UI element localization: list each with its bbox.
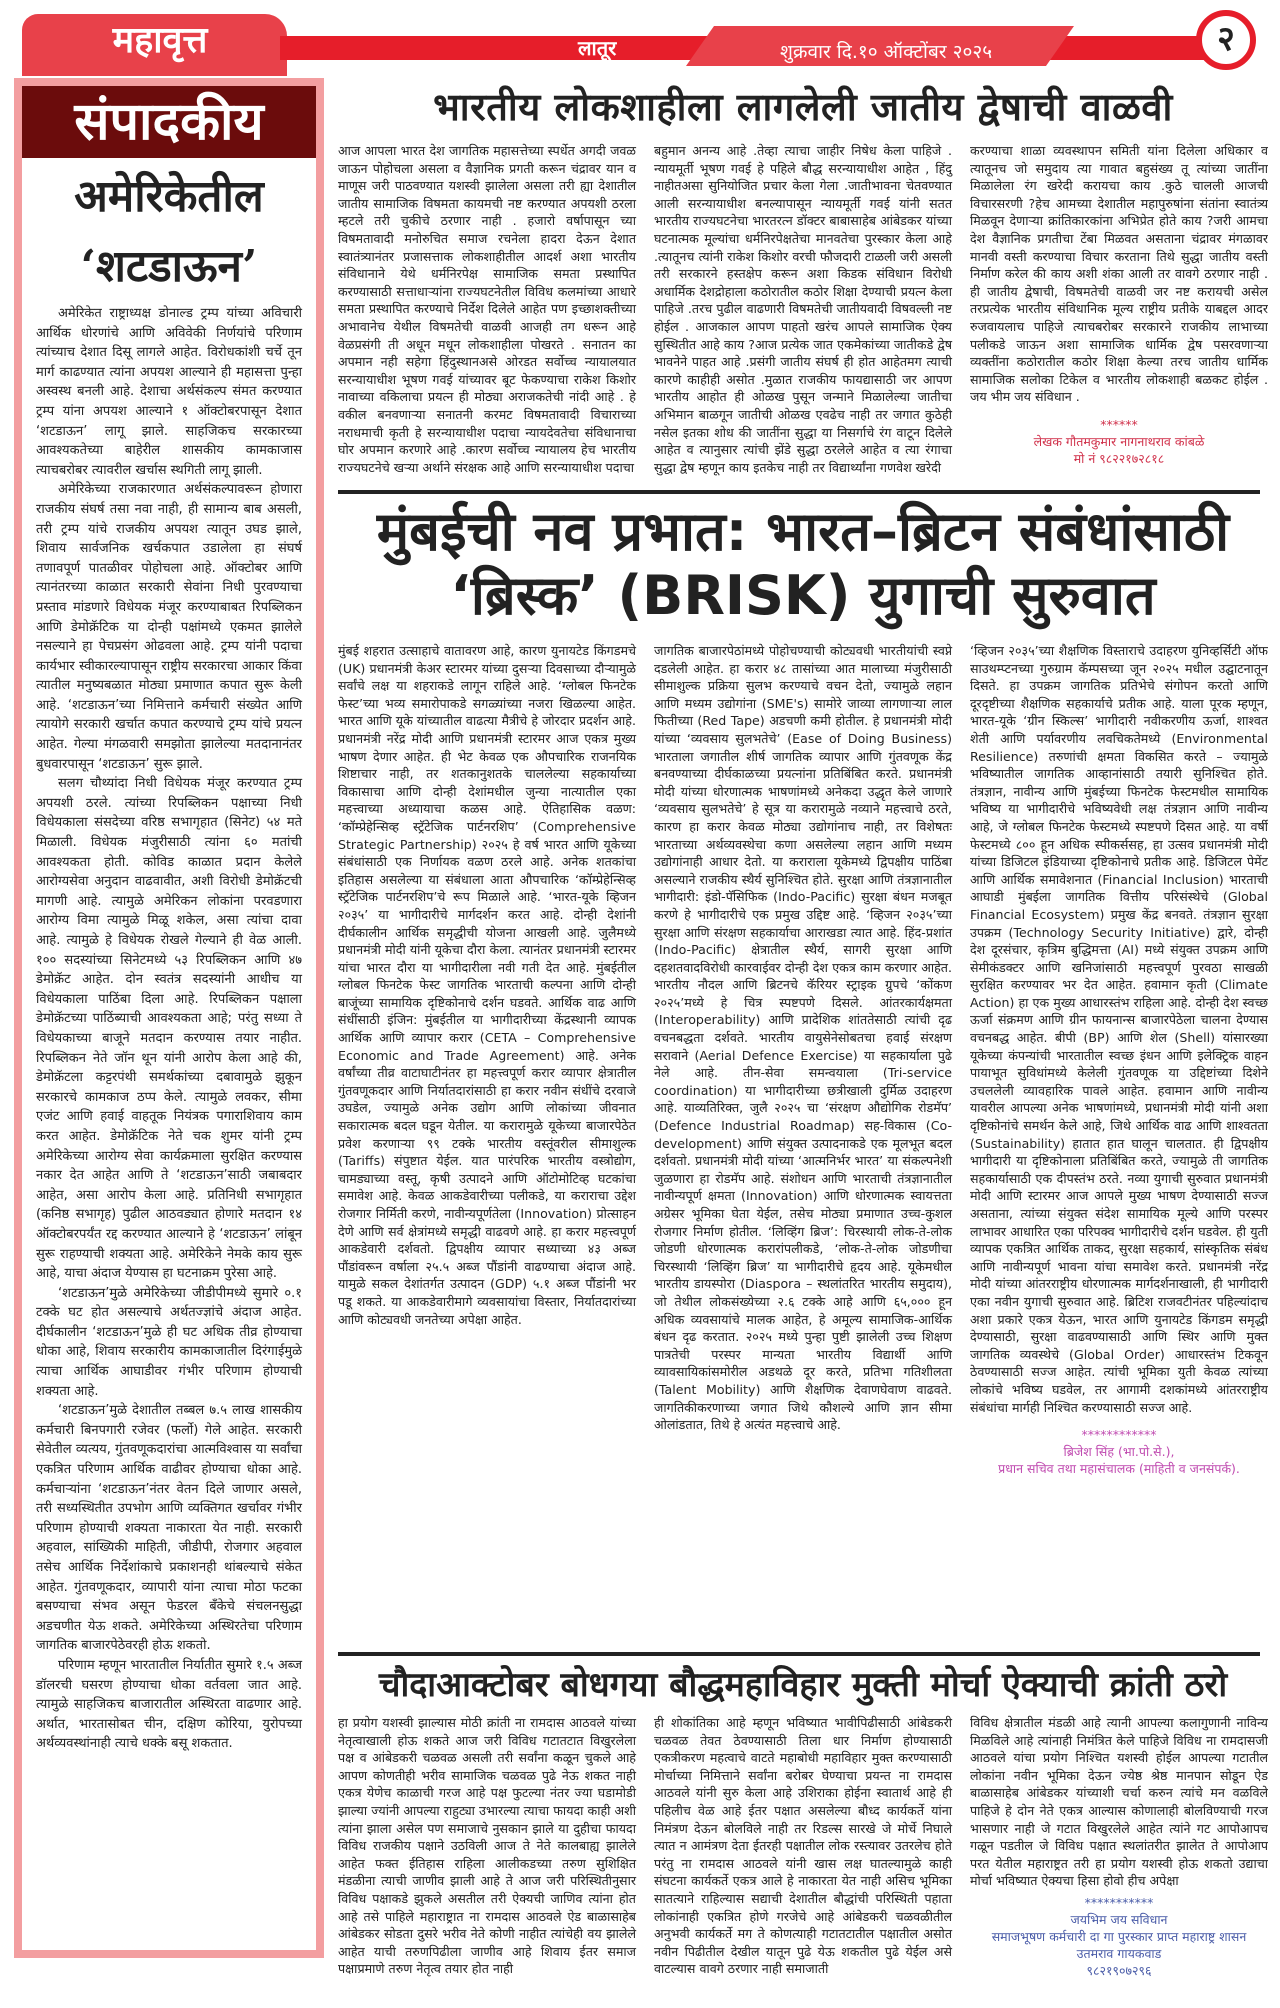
editorial-title-line2: ‘शटडाऊन’	[80, 241, 258, 292]
byline-author: उतमराव गायकवाड	[1076, 1945, 1162, 1961]
byline-author: ब्रिजेश सिंह (भा.पो.से.),	[1063, 1444, 1175, 1460]
section-divider	[338, 490, 1260, 494]
byline-stars: ************	[1081, 1427, 1157, 1443]
byline-award: समाजभूषण कर्मचारी दा गा पुरस्कार प्राप्त महाराष्ट्र शासन	[991, 1928, 1247, 1944]
article3-byline	[970, 1894, 1268, 1979]
article1-column: बहुमान अनन्य आहे .तेव्हा त्याचा जाहीर निषेध केला पाहिजे . न्यायमूर्ती भूषण गवई हे पहिले बौद्ध सरन्यायाधीश आहेत , हिंदु नाहीतअसा सुनियोजित प्रचार केला गेला .जातीभावना चेतवण्यात आली सरन्यायाधीश बनल्यापासून न्यायमूर्ती गवई यांनी सतत भारतीय राज्यघटनेचा भारतरत्न डॉक्टर बाबासाहेब आंबेडकर यांच्या घटनात्मक मूल्यांचा धर्मनिरपेक्षतेचा मानवतेचा पुरस्कार केला आहे .त्यातूनच त्यांनी राकेश किशोर वरची फौजदारी टाळली जरी असली तरी सरकारने हस्तक्षेप करून अशा किडक संविधान विरोधी अधार्मिक देशद्रोहाला कठोरातील कठोर शिक्षा देण्याची प्रयत्न केला पाहिजे .तरच पुढील वाढणारी विषमतेची जातीयवादी विषवल्ली नष्ट होईल . आजकाल आपण पाहतो खरंच आपले सामाजिक ऐक्य सुस्थितीत आहे काय ?आज प्रत्येक जात एकमेकांच्या जातीकडे द्वेष भावनेने पाहत आहे .प्रसंगी जातीय संघर्ष ही होत आहेतमग त्याची कारणे काहीही असोत .मुळात राजकीय फायद्यासाठी जर आपण भारतीय आहोत ही ओळख पुसून जन्माने मिळालेल्या जातीचा अभिमान बाळगून जातीची ओळख एवढेच नाही तर जगात कुठेही नसेल इतका शोध की जातींना सुद्धा या निसर्गाचे रंग वाटून दिलेले आहेत व त्यानुसार त्यांची झेंडे सुद्धा ठरलेले आहेत व त्या रंगाचा सुद्धा द्वेष म्हणून काय इतकेच नाही तर विद्यार्थ्यांना गणवेश खरेदी	[654, 143, 952, 475]
editorial-paragraph: अमेरिकेत राष्ट्राध्यक्ष डोनाल्ड ट्रम्प यांच्या अविचारी आर्थिक धोरणांचे आणि अविवेकी निर्णयांचे परिणाम त्यांच्याच देशात दिसू लागले आहेत. विरोधकांशी चर्चे तून मार्ग काढण्यात त्यांना अपयश आल्याने ही महासत्ता पुन्हा अस्वस्थ बनली आहे. देशाचा अर्थसंकल्प संमत करण्यात ट्रम्प यांना अपयश आल्याने १ ऑक्टोबरपासून देशात ‘शटडाऊन’ लागू झाले. साहजिकच सरकारच्या आवश्यकतेच्या बाहेरील शासकीय कामकाजास त्याचबरोबर त्यावरील खर्चास स्थगिती लागू झाली.	[36, 306, 302, 478]
article-bodhgaya-march	[338, 1660, 1268, 2008]
article-brisk	[338, 500, 1268, 1680]
article2-column: जागतिक बाजारपेठांमध्ये पोहोचण्याची कोट्यवधी भारतीयांची स्वप्ने दडलेली आहेत. हा करार ४८ तासांच्या आत मालाच्या मंजुरीसाठी सीमाशुल्क प्रक्रिया सुलभ करण्याचे वचन देतो, ज्यामुळे लहान आणि मध्यम उद्योगांना (SME's) सामोरे जाव्या लागणाऱ्या लाल फितीच्या (Red Tape) अडचणी कमी होतील. हे प्रधानमंत्री मोदी यांच्या ‘व्यवसाय सुलभतेचे’ (Ease of Doing Business) भारताला जगातील शीर्ष जागतिक व्यापार आणि गुंतवणूक केंद्र बनवण्याच्या दीर्घकाळच्या प्रयत्नांना प्रतिबिंबित करते. प्रधानमंत्री मोदी यांच्या धोरणात्मक भाषणांमध्ये अनेकदा उद्धृत केले जाणारे ‘व्यवसाय सुलभतेचे’ हे सूत्र या करारामुळे नव्याने महत्त्वाचे ठरते, कारण हा करार केवळ मोठ्या उद्योगांनाच नाही, तर विशेषतः भारताच्या अर्थव्यवस्थेचा कणा असलेल्या लहान आणि मध्यम उद्योगांनाही आधार देतो. या कराराला यूकेमध्ये द्विपक्षीय पाठिंबा असल्याने राजकीय स्थैर्य सुनिश्चित होते. सुरक्षा आणि तंत्रज्ञानातील भागीदारी: इंडो-पॅसिफिक (Indo-Pacific) सुरक्षा बंधन मजबूत करणे हे भागीदारीचे एक प्रमुख उद्दिष्ट आहे. ‘व्हिजन २०३५’च्या सुरक्षा आणि संरक्षण सहकार्याचा आराखडा त्यात आहे. हिंद-प्रशांत (Indo-Pacific) क्षेत्रातील स्थैर्य, सागरी सुरक्षा आणि दहशतवादविरोधी कारवाईवर दोन्ही देश एकत्र काम करणार आहेत. भारतीय नौदल आणि ब्रिटनचे कॅरियर स्ट्राइक ग्रुपचे ‘कोंकण २०२५’मध्ये हे चित्र स्पष्टपणे दिसले. आंतरकार्यक्षमता (Interoperability) आणि प्रादेशिक शांततेसाठी त्यांची दृढ वचनबद्धता दर्शवते. भारतीय वायुसेनेसोबतचा हवाई संरक्षण सरावाने (Aerial Defence Exercise) या सहकार्याला पुढे नेले आहे. तीन-सेवा समन्वयाला (Tri-service coordination) या भागीदारीच्या छत्रीखाली दुर्मिळ उदाहरण आहे. याव्यतिरिक्त, जुलै २०२५ चा ‘संरक्षण औद्योगिक रोडमॅप’ (Defence Industrial Roadmap) सह-विकास (Co-development) आणि संयुक्त उत्पादनाकडे एक मूलभूत बदल दर्शवतो. प्रधानमंत्री मोदी यांच्या ‘आत्मनिर्भर भारत’ या संकल्पनेशी जुळणारा हा रोडमॅप आहे. संशोधन आणि भारताची तंत्रज्ञानातील नावीन्यपूर्ण क्षमता (Innovation) आणि धोरणात्मक स्वायत्तता अग्रेसर भूमिका घेता येईल, तसेच मोठ्या प्रमाणात उच्च-कुशल रोजगार निर्माण होतील. ‘लिव्हिंग ब्रिज’: चिरस्थायी लोक-ते-लोक जोडणी धोरणात्मक करारांपलीकडे, ‘लोक-ते-लोक जोडणीचा चिरस्थायी ‘लिव्हिंग ब्रिज’ या भागीदारीचे हृदय आहे. यूकेमधील भारतीय डायस्पोरा (Diaspora – स्थलांतरित भारतीय समुदाय), जो तेथील लोकसंख्येच्या २.६ टक्के आहे आणि ६५,००० हून अधिक व्यवसायांचे मालक आहेत, हे अमूल्य सामाजिक-आर्थिक बंधन दृढ करतात. २०२५ मध्ये पुन्हा पुष्टी झालेली उच्च शिक्षण पात्रतेची परस्पर मान्यता भारतीय विद्यार्थी आणि व्यावसायिकांसमोरील अडथळे दूर करते, प्रतिभा गतिशीलता (Talent Mobility) आणि शैक्षणिक देवाणघेवाण वाढवते. जागतिकीकरणाच्या जगात जिथे कौशल्ये आणि ज्ञान सीमा ओलांडतात, तिथे हे अत्यंत महत्त्वाचे आहे.	[654, 643, 952, 1433]
article3-column-with-byline	[970, 1714, 1268, 1979]
byline-slogan: जयभिम जय सविधान	[1070, 1911, 1168, 1927]
article2-column: ‘व्हिजन २०३५’च्या शैक्षणिक विस्ताराचे उदाहरण युनिव्हर्सिटी ऑफ साउथम्प्टनच्या गुरुग्राम कॅम्पसच्या जून २०२५ मधील उद्घाटनातून दिसते. हा उपक्रम जागतिक प्रतिभेचे संगोपन करतो आणि दूरदृष्टीच्या शैक्षणिक सहकार्याचे प्रतीक आहे. याला पूरक म्हणून, भारत-यूके ‘ग्रीन स्किल्स’ भागीदारी नवीकरणीय ऊर्जा, शाश्वत शेती आणि पर्यावरणीय लवचिकतेमध्ये (Environmental Resilience) तरुणांची क्षमता विकसित करते – ज्यामुळे भविष्यातील जागतिक आव्हानांसाठी तयारी सुनिश्चित होते. तंत्रज्ञान, नावीन्य आणि मुंबईच्या फिनटेक फेस्टमधील सामायिक भविष्य या भागीदारीचे भविष्यवेधी लक्ष तंत्रज्ञान आणि नावीन्य आहे, जे ग्लोबल फिनटेक फेस्टमध्ये स्पष्टपणे दिसत आहे. या वर्षी फेस्टमध्ये ८०० हून अधिक स्पीकर्ससह, हा उत्सव प्रधानमंत्री मोदी यांच्या डिजिटल इंडियाच्या दृष्टिकोनाचे प्रतीक आहे. डिजिटल पेमेंट आणि आर्थिक समावेशनात (Financial Inclusion) भारताची आघाडी मुंबईला जागतिक वित्तीय परिसंस्थेचे (Global Financial Ecosystem) प्रमुख केंद्र बनवते. तंत्रज्ञान सुरक्षा उपक्रम (Technology Security Initiative) द्वारे, दोन्ही देश दूरसंचार, कृत्रिम बुद्धिमत्ता (AI) मध्ये संयुक्त उपक्रम आणि सेमीकंडक्टर आणि खनिजांसाठी महत्त्वपूर्ण पुरवठा साखळी सुरक्षित करण्यावर भर देत आहेत. हवामान कृती (Climate Action) हा एक मुख्य आधारस्तंभ राहिला आहे. दोन्ही देश स्वच्छ ऊर्जा संक्रमण आणि ग्रीन फायनान्स बाजारपेठेला चालना देण्यास वचनबद्ध आहेत. बीपी (BP) आणि शेल (Shell) यांसारख्या यूकेच्या कंपन्यांची भारतातील स्वच्छ इंधन आणि इलेक्ट्रिक वाहन पायाभूत सुविधांमध्ये केलेली गुंतवणूक या उद्दिष्टांच्या दिशेने उचललेली व्यावहारिक पावले आहेत. हवामान आणि नावीन्य यावरील आपल्या अनेक भाषणांमध्ये, प्रधानमंत्री मोदी यांनी अशा दृष्टिकोनांचे समर्थन केले आहे, जिथे आर्थिक वाढ आणि शाश्वतता (Sustainability) हातात हात घालून चालतात. ही द्विपक्षीय भागीदारी या दृष्टिकोनाला प्रतिबिंबित करते, ज्यामुळे ती जागतिक सहकार्यासाठी एक दीपस्तंभ ठरते. नव्या युगाची सुरुवात प्रधानमंत्री मोदी आणि स्टारमर आज आपले मुख्य भाषण देण्यासाठी सज्ज असताना, त्यांच्या संयुक्त संदेश सामायिक मूल्ये आणि परस्पर लाभावर आधारित एका परिपक्व भागीदारीचे दर्शन घडवेल. ही युती व्यापक एकत्रित आर्थिक ताकद, सुरक्षा सहकार्य, सांस्कृतिक संबंध आणि नावीन्यपूर्ण भावना यांचा समावेश करते. प्रधानमंत्री नरेंद्र मोदी यांच्या आंतरराष्ट्रीय धोरणात्मक मार्गदर्शनाखाली, ही भागीदारी एका नवीन युगाची सुरुवात आहे. ब्रिटिश राजवटीनंतर पहिल्यांदाच अशा प्रकारे एकत्र येऊन, भारत आणि युनायटेड किंगडम समृद्धी देण्यासाठी, सुरक्षा वाढवण्यासाठी आणि स्थिर आणि मुक्त जागतिक व्यवस्थेचे (Global Order) आधारस्तंभ टिकवून ठेवण्यासाठी सज्ज आहेत. त्यांची भूमिका युती केवळ त्यांच्या लोकांचे भविष्य घडवेल, तर आगामी दशकांमध्ये आंतरराष्ट्रीय संबंधांचा मार्गही निश्चित करण्यासाठी सज्ज आहे.	[970, 643, 1268, 1415]
article2-column-with-byline	[970, 642, 1268, 1477]
editorial-section-label: संपादकीय	[22, 86, 316, 158]
newspaper-brand: महावृत्त	[112, 19, 208, 61]
byline-stars: ******	[1100, 416, 1138, 432]
article2-column: मुंबई शहरात उत्साहाचे वातावरण आहे, कारण युनायटेड किंगडमचे (UK) प्रधानमंत्री केअर स्टारमर यांच्या दुसऱ्या दिवसाच्या दौऱ्यामुळे सर्वांचे लक्ष या शहराकडे लागून राहिले आहे. ‘ग्लोबल फिनटेक फेस्ट’च्या भव्य समारोपाकडे सगळ्यांच्या नजरा खिळल्या आहेत. भारत आणि यूके यांच्यातील वाढत्या मैत्रीचे हे जोरदार प्रदर्शन आहे. प्रधानमंत्री नरेंद्र मोदी आणि प्रधानमंत्री स्टारमर आज एकत्र मुख्य भाषण देणार आहेत. ही भेट केवळ एक औपचारिक राजनयिक शिष्टाचार नाही, तर शतकानुशतके चाललेल्या सहकार्याच्या विकासाचा आणि दोन्ही देशांमधील जुन्या नात्यातील एका महत्त्वाच्या अध्यायाचा कळस आहे. ऐतिहासिक वळण: ‘कॉम्प्रेहेन्सिव्ह स्ट्रॅटेजिक पार्टनरशिप’ (Comprehensive Strategic Partnership) २०२५ हे वर्ष भारत आणि यूकेच्या संबंधांसाठी एक निर्णायक वळण ठरले आहे. अनेक शतकांचा इतिहास असलेल्या या संबंधाला आता औपचारिक ‘कॉम्प्रेहेन्सिव्ह स्ट्रॅटेजिक पार्टनरशिप’चे रूप मिळाले आहे. ‘भारत-यूके व्हिजन २०३५’ या भागीदारीचे मार्गदर्शन करत आहे. दोन्ही देशांनी दीर्घकालीन आर्थिक समृद्धीची योजना आखली आहे. जुलैमध्ये प्रधानमंत्री मोदी यांनी यूकेचा दौरा केला. त्यानंतर प्रधानमंत्री स्टारमर यांचा भारत दौरा या भागीदारीला नवी गती देत आहे. मुंबईतील ग्लोबल फिनटेक फेस्ट जागतिक भारताची कल्पना आणि दोन्ही बाजूंच्या सामायिक दृष्टिकोनाचे दर्शन घडवते. आर्थिक वाढ आणि संधींसाठी इंजिन: मुंबईतील या भागीदारीच्या केंद्रस्थानी व्यापक आर्थिक आणि व्यापार करार (CETA – Comprehensive Economic and Trade Agreement) आहे. अनेक वर्षांच्या तीव्र वाटाघाटीनंतर हा महत्त्वपूर्ण करार व्यापार क्षेत्रातील गुंतवणूकदार आणि निर्यातदारांसाठी हा करार नवीन संधींचे दरवाजे उघडेल, ज्यामुळे अनेक उद्योग आणि लोकांच्या जीवनात सकारात्मक बदल घडून येतील. या करारामुळे यूकेच्या बाजारपेठेत प्रवेश करणाऱ्या ९९ टक्के भारतीय वस्तूंवरील सीमाशुल्क (Tariffs) संपुष्टात येईल. यात पारंपरिक भारतीय वस्त्रोद्योग, चामड्याच्या वस्तू, कृषी उत्पादने आणि ऑटोमोटिव्ह घटकांचा समावेश आहे. केवळ आकडेवारीच्या पलीकडे, या कराराचा उद्देश रोजगार निर्मिती करणे, नावीन्यपूर्णतेला (Innovation) प्रोत्साहन देणे आणि सर्व क्षेत्रांमध्ये समृद्धी वाढवणे आहे. हा करार महत्त्वपूर्ण आकडेवारी दर्शवतो. द्विपक्षीय व्यापार सध्याच्या ४३ अब्ज पौंडांवरून वर्षाला २५.५ अब्ज पौंडांनी वाढण्याचा अंदाज आहे. यामुळे सकल देशांतर्गत उत्पादन (GDP) ५.१ अब्ज पौंडांनी भर पडू शकते. या आकडेवारीमागे व्यवसायांचा विस्तार, निर्यातदारांच्या आणि कोट्यवधी जनतेच्या अपेक्षा आहेत.	[338, 643, 636, 1327]
editorial-paragraph: ‘शटडाऊन’मुळे अमेरिकेच्या जीडीपीमध्ये सुमारे ०.१ टक्के घट होत असल्याचे अर्थतज्ज्ञांचे अंदाज आहेत. दीर्घकालीन ‘शटडाऊन’मुळे ही घट अधिक तीव्र होण्याचा धोका आहे, शिवाय सरकारीय कामकाजातील दिरंगाईमुळे त्याचा आर्थिक आघाडीवर गंभीर परिणाम होण्याची शक्यता आहे.	[36, 1285, 302, 1399]
article3-headline: चौदाआक्टोबर बोधगया बौद्धमहाविहार मुक्ती मोर्चा ऐक्याची क्रांती ठरो	[378, 1665, 1228, 1705]
article2-headline-line1: मुंबईची नव प्रभात: भारत–ब्रिटन संबंधांसाठी	[376, 500, 1230, 563]
editorial-paragraph: अमेरिकेच्या राजकारणात अर्थसंकल्पावरून होणारा राजकीय संघर्ष तसा नवा नाही, ही सामान्य बाब असली, तरी ट्रम्प यांचे राजकीय अपयश त्यातून उघड झाले, शिवाय सार्वजनिक खर्चकपात उडालेला हा संघर्ष तणावपूर्ण पातळीवर पोहोचला आहे. ऑक्टोबर आणि त्यानंतरच्या काळात सरकारी सेवांना निधी पुरवण्याचा प्रस्ताव मांडणारे विधेयक मंजूर करण्याबाबत रिपब्लिकन आणि डेमोक्रॅटिक या दोन्ही पक्षांमध्ये एकमत झालेले नसल्याने हा पेचप्रसंग ओढवला आहे. ट्रम्प यांनी पदाचा कार्यभार स्वीकारल्यापासून राष्ट्रीय सरकारचा आकार किंवा त्यातील मनुष्यबळात मोठ्या प्रमाणात कपात सुरू केली आहे. ‘शटडाऊन’च्या निमित्ताने कर्मचारी संख्येत आणि त्यायोगे सरकारी खर्चात कपात करण्याचे ट्रम्प यांचे प्रयत्न आहेत. गेल्या मंगळवारी समझोता झालेल्या मतदानानंतर बुधवारपासून ‘शटडाऊन’ सुरू झाले.	[36, 482, 302, 772]
byline-phone: ९८२१९०७२९६	[1086, 1962, 1152, 1978]
editorial-paragraph: परिणाम म्हणून भारतातील निर्यातीत सुमारे १.५ अब्ज डॉलरची घसरण होण्याचा धोका वर्तवला जात आहे. त्यामुळे साहजिकच बाजारातील अस्थिरता वाढणार आहे. अर्थात, भारतासोबत चीन, दक्षिण कोरिया, युरोपच्या अर्थव्यवस्थांनाही त्याचे धक्के बसू शकतात.	[36, 1657, 302, 1752]
page-number: २	[1196, 10, 1256, 70]
issue-date: शुक्रवार दि.१० ऑक्टोंबर २०२५	[780, 41, 993, 63]
article1-byline	[970, 416, 1268, 467]
article3-column: ही शोकांतिका आहे म्हणून भविष्यात भावीपिढीसाठी आंबेडकरी चळवळ तेवत ठेवण्यासाठी तिला धार निर्माण होण्यासाठी एकत्रीकरण महत्वाचे वाटते महाबोधी महाविहार मुक्त करण्यासाठी मोर्चाच्या निमित्ताने सर्वांना बरोबर घेण्याचा प्रयन्त ना रामदास आठवले यांनी सुरु केला आहे उशिराका होईना स्वातार्थ आहे ही पहिलीच वेळ आहे ईतर पक्षात असलेल्या बौध्द कार्यकर्ते यांना निमंत्रण देऊन बोलविले नाही तर रिडल्स सारखे जे मोर्चे निघाले त्यात न आमंत्रण देता ईतरही पक्षातील लोक रस्त्यावर उतरलेच होते परंतु ना रामदास आठवले यांनी खास लक्ष घातल्यामुळे काही संघटना कार्यकर्ते एकत्र आले हे नाकारता येत नाही असिच भूमिका सातत्याने राहिल्यास सद्याची देशातील बौद्धांची परिस्थिती पहाता लोकांनाही एकत्रित होणे गरजेचे आहे आंबेडकरी चळवळीतील अनुभवी कार्यकर्ते मग ते कोणत्याही गटातटातील पक्षातील असोत नवीन पिढीतील देखील यातून पुढे येऊ शकतील पुढे येईल असे वाटल्यास वावगे ठरणार नाही समाजाती	[654, 1715, 952, 1977]
byline-title: प्रधान सचिव तथा महासंचालक (माहिती व जनसंपर्क).	[998, 1461, 1240, 1477]
section-divider	[338, 1652, 1260, 1656]
editorial-title-line1: अमेरिकेतील	[74, 171, 264, 222]
byline-author: लेखक गौतमकुमार नागनाथराव कांबळे	[1033, 433, 1205, 449]
article1-column: आज आपला भारत देश जागतिक महासत्तेच्या स्पर्धेत अगदी जवळ जाऊन पोहोचला असला व वैज्ञानिक प्रगती करून चंद्रावर यान व माणूस जरी पाठवण्यात यशस्वी झालेला असला तरी ह्या देशातील जातीय सामाजिक विषमता कायमची नष्ट करण्यात अपयशी ठरला म्हटले तरी चुकीचे ठरणार नाही . हजारो वर्षापासून च्या विषमतावादी मनोरुचित समाज रचनेला हादरा देऊन देशात स्वातंत्र्यानंतर प्रजासत्ताक लोकशाहीतील आदर्श अशा भारतीय संविधानाने येथे धर्मनिरपेक्ष सामाजिक समता प्रस्थापित करण्यासाठी सत्ताधाऱ्यांना राज्यघटनेतील विविध कलमांच्या आधारे समता प्रस्थापित करण्याचे निर्देश दिलेले आहेत पण इच्छाशक्तीच्या अभावानेच येथील विषमतेची वाळवी आजही तग धरून आहे वेळप्रसंगी ती अधून मधून लोकशाहीला पोखरते . सनातन का अपमान नही सहेगा हिंदुस्थानअसे ओरडत सर्वोच्च न्यायालयात सरन्यायाधीश भूषण गवई यांच्यावर बूट फेकण्याचा राकेश किशोर नावाच्या वकिलाचा प्रयत्न ही मोठ्या अराजकतेची नांदी आहे . हे वकील बनवणाऱ्या सनातनी करमट विषमतावादी विचाराच्या नराधमाची कृती हे सरन्यायाधीश पदाचा न्यायदेवतेचा संविधानाचा घोर अपमान करणारे आहे .कारण सर्वोच्च न्यायालय हेच भारतीय राज्यघटनेचे खऱ्या अर्थाने संरक्षक आहे आणि सरन्यायाधीश पदाचा	[338, 143, 636, 475]
editorial-paragraph: ‘शटडाऊन’मुळे देशातील तब्बल ७.५ लाख शासकीय कर्मचारी बिनपगारी रजेवर (फर्लो) गेले आहेत. सरकारी सेवेतील व्यत्यय, गुंतवणूकदारांचा आत्मविश्वास या सर्वांचा एकत्रित परिणाम आर्थिक वाढीवर होण्याचा धोका आहे. कर्मचाऱ्यांना ‘शटडाऊन’नंतर वेतन दिले जाणार असले, तरी सध्यस्थितीत उपभोग आणि व्यक्तिगत खर्चावर गंभीर परिणाम होण्याची शक्यता नाकारता येत नाही. सरकारी अहवाल, सांख्यिकी माहिती, जीडीपी, रोजगार अहवाल तसेच आर्थिक निर्देशांकाचे प्रकाशनही थांबल्याचे संकेत आहेत. गुंतवणूकदार, व्यापारी यांना त्याचा मोठा फटका बसण्याचा संभव असून फेडरल बँकेचे संचलनसुद्धा अडचणीत येऊ शकते. अमेरिकेच्या अस्थिरतेचा परिणाम जागतिक बाजारपेठेवरही होऊ शकतो.	[36, 1403, 302, 1654]
editorial-body	[36, 304, 302, 1754]
article1-column: करण्याचा शाळा व्यवस्थापन समिती यांना दिलेला अधिकार व त्यातूनच जो समुदाय त्या गावात बहुसंख्य तू त्यांच्या जातींना मिळालेला रंग खरेदी करायचा काय .कुठे चालली आजची विचारसरणी ?हेच आमच्या देशातील महापुरुषांना संतांना स्वातंत्र्य मिळवून देणाऱ्या क्रांतिकारकांना अभिप्रेत होते काय ?जरी आमचा देश वैज्ञानिक प्रगतीचा टेंबा मिळवत असताना चंद्रावर मंगळावर मानवी वस्ती करण्याचा विचार करताना तिथे सुद्धा जातीय वस्ती निर्माण करेल की काय अशी शंका आली तर वावगे ठरणार नाही . ही जातीय द्वेषाची, विषमतेची वाळवी जर नष्ट करायची असेल तरप्रत्येक भारतीय संविधानिक मूल्य राष्ट्रीय प्रतीके याबद्दल आदर रुजवायलाच पाहिजे त्याचबरोबर सरकारने राजकीय लाभाच्या पलीकडे जाऊन अशा सामाजिक धार्मिक द्वेष पसरवणाऱ्या व्यक्तींना कठोरातील कठोर शिक्षा केल्या तरच जातीय धार्मिक सामाजिक सलोका टिकेल व भारतीय लोकशाही बळकट होईल . जय भीम जय संविधान .	[970, 143, 1268, 405]
article2-byline	[970, 1426, 1268, 1477]
article3-column: हा प्रयोग यशस्वी झाल्यास मोठी क्रांती ना रामदास आठवले यांच्या नेतृत्वाखाली होऊ शकते आज जरी विविध गटातटात विखुरलेला पक्ष व आंबेडकरी चळवळ असली तरी सर्वांना कळून चुकले आहे आपण कोणतीही भरीव सामाजिक चळवळ पुढे नेऊ शकत नाही एकत्र येणेच काळाची गरज आहे पक्ष फुटल्या नंतर ज्या घडामोडी झाल्या ज्यांनी आपल्या राहुट्या उभारल्या त्याचा फायदा काही अशी त्यांना झाला असेल पण समाजाचे नुसकान झाले या दुहीचा फायदा विविध राजकीय पक्षाने उठविली आज ते नेते कालबाह्य झालेले आहेत फक्त ईतिहास राहिला आलीकडच्या तरुण सुशिक्षित मंडळीना त्याची जाणीव झाली आहे ते आज जरी परिस्थितीनुसार विविध पक्षाकडे झुकले असतील तरी ऐक्यची जाणिव त्यांना होत आहे तसे पाहिले महाराष्ट्रात ना रामदास आठवले ऐड बाळासाहेब आंबेडकर सोडता दुसरे भरीव नेते कोणी नाहीत त्यांचेही वय झालेले आहेत याची तरुणपिढीला जाणीव आहे शिवाय ईतर समाज पक्षाप्रमाणे तरुण नेतृत्व तयार होत नाही	[338, 1715, 636, 1977]
article3-column: विविध क्षेत्रातील मंडळी आहे त्यानी आपल्या कलागुणानी नाविन्य मिळविले आहे त्यांनाही निमंत्रित केले पाहिजे विविध ना रामदासजी आठवले यांचा प्रयोग निश्चित यशस्वी होईल आपल्या गटातील लोकांना नवीन भूमिका देऊन ज्येष्ठ श्रेष्ठ मानपान सोडून ऐड बाळासाहेब आंबेडकर यांच्याशी चर्चा करुन त्यांचे मन वळविले पाहिजे हे दोन नेते एकत्र आल्यास कोणालाही बोलविण्याची गरज भासणार नाही जे गटात विखुरलेले आहेत त्यांने गट आपोआपच गळून पडतील जे विविध पक्षात स्थलांतरीत झालेत ते आपोआप परत येतील महाराष्ट्रत तरी हा प्रयोग यशस्वी होऊ शकतो उद्याचा मोर्चा भविष्यात ऐक्यचा हिसा होवो हीच अपेक्षा	[970, 1715, 1268, 1889]
article2-headline-line2: ‘ब्रिस्क’ (BRISK) युगाची सुरुवात	[450, 564, 1156, 627]
article1-headline: भारतीय लोकशाहीला लागलेली जातीय द्वेषाची वाळवी	[433, 85, 1173, 129]
editorial-paragraph: सलग चौथ्यांदा निधी विधेयक मंजूर करण्यात ट्रम्प अपयशी ठरले. त्यांच्या रिपब्लिकन पक्षाच्या निधी विधेयकाला संसदेच्या वरिष्ठ सभागृहात (सिनेट) ५४ मते मिळाली. विधेयक मंजुरीसाठी त्यांना ६० मतांची आवश्यकता होती. कोविड काळात प्रदान केलेले आरोग्यसेवा अनुदान वाढवावीत, अशी विरोधी डेमोक्रॅटची मागणी आहे. त्यामुळे अमेरिकन लोकांना परवडणारा आरोग्य विमा त्यामुळे मिळू शकेल, असा त्यांचा दावा आहे. त्यामुळे हे विधेयक रोखले गेल्याने ही वेळ आली. १०० सदस्यांच्या सिनेटमध्ये ५३ रिपब्लिकन आणि ४७ डेमोक्रॅट आहेत. दोन स्वतंत्र सदस्यांनी आधीच या विधेयकाला पाठिंबा दिला आहे. रिपब्लिकन पक्षाला डेमोक्रॅटच्या पाठिंब्याची आवश्यकता आहे; परंतु सध्या ते विधेयकाच्या बाजूने मतदान करण्यास तयार नाहीत. रिपब्लिकन नेते जॉन थून यांनी आरोप केला आहे की, डेमोक्रॅटला कट्टरपंथी समर्थकांच्या दबावामुळे झुकून सरकारचे कामकाज ठप्प केले. त्यामुळे लवकर, सीमा एजंट आणि हवाई वाहतूक नियंत्रक पगाराशिवाय काम करत आहेत. डेमोक्रॅटिक नेते चक शुमर यांनी ट्रम्प अमेरिकेच्या आरोग्य सेवा कार्यक्रमाला सुरक्षित करण्यास नकार देत आहेत आणि ते ‘शटडाऊन’साठी जबाबदार आहेत, असा आरोप केला आहे. प्रतिनिधी सभागृहात (कनिष्ठ सभागृह) पुढील आठवड्यात होणारे मतदान १४ ऑक्टोबरपर्यंत रद्द करण्यात आल्याने हे ‘शटडाऊन’ लांबून सुरू राहण्याची शक्यता आहे. अमेरिकेने नेमके काय सुरू आहे, याचा अंदाज येण्यास हा घटनाक्रम पुरेसा आहे.	[36, 776, 302, 1282]
editorial-sidebar	[14, 78, 324, 1958]
byline-stars: ***********	[1084, 1894, 1154, 1910]
edition-city: लातूर	[578, 36, 617, 60]
byline-phone: मो नं ९८२२१७२८१८	[1073, 450, 1165, 466]
masthead	[0, 0, 1280, 78]
article1-column-with-byline	[970, 142, 1268, 476]
